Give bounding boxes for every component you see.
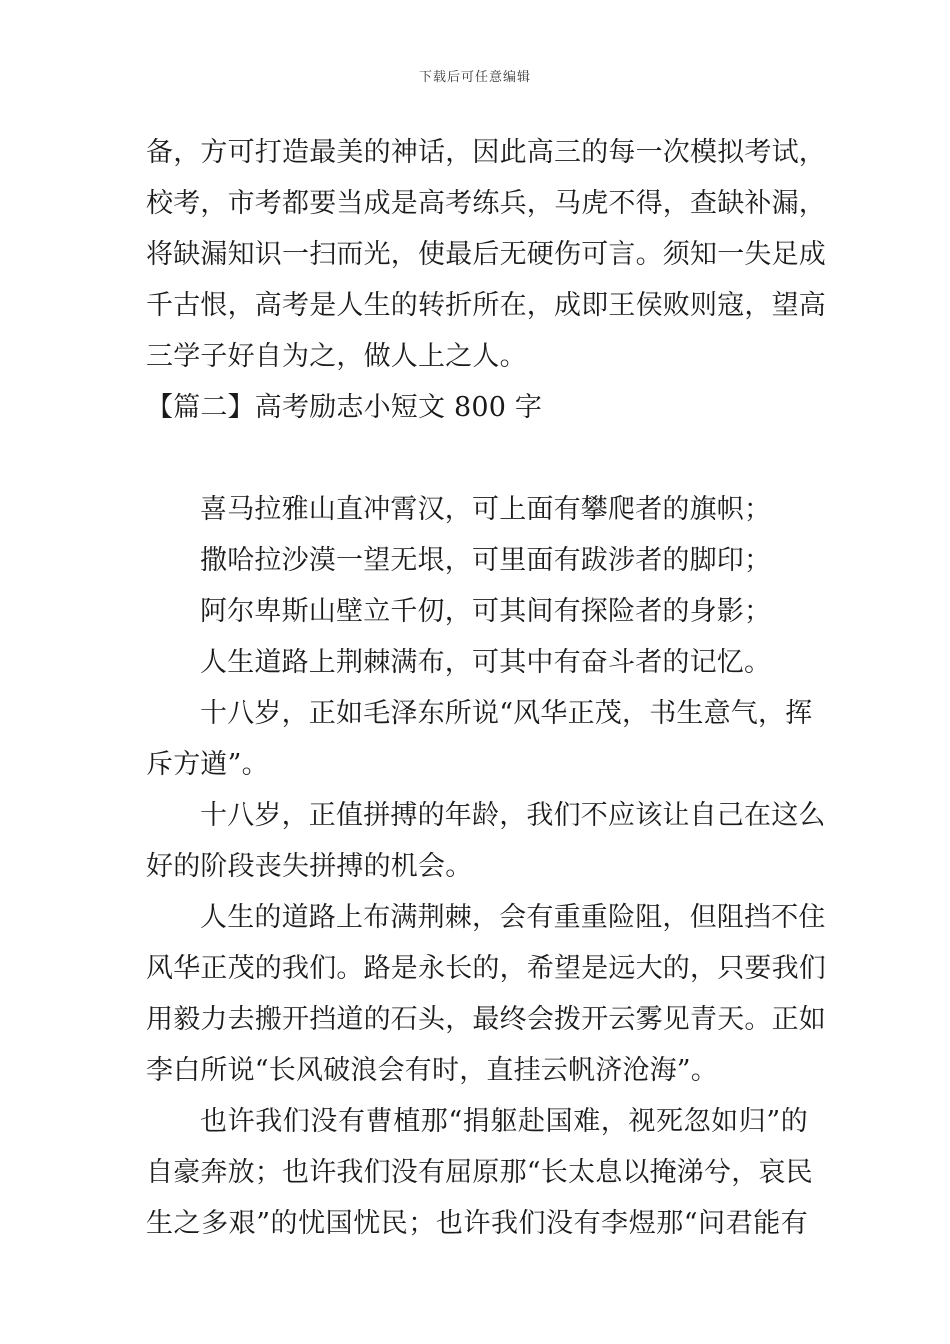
- blank-line: [146, 433, 808, 484]
- poem-line: 喜马拉雅山直冲霄汉，可上面有攀爬者的旗帜；: [200, 494, 772, 525]
- paragraph-first-line: 十八岁，正如毛泽东所说“风华正茂，书生意气，挥: [200, 698, 813, 729]
- page-header: 下载后可任意编辑: [418, 70, 531, 85]
- text-line: 李白所说“长风破浪会有时，直挂云帆济沧海”。: [146, 1055, 719, 1086]
- text-line: 斥方遒”。: [146, 749, 269, 780]
- text-line: 风华正茂的我们。路是永长的，希望是远大的，只要我们: [146, 953, 826, 984]
- poem-line: 阿尔卑斯山壁立千仞，可其间有探险者的身影；: [200, 596, 772, 627]
- paragraph-first-line: 也许我们没有曹植那“捐躯赴国难，视死忽如归”的: [200, 1106, 808, 1137]
- paragraph-first-line: 十八岁，正值拼搏的年龄，我们不应该让自己在这么: [200, 800, 826, 831]
- document-body: [146, 127, 826, 1249]
- text-line: 备，方可打造最美的神话，因此高三的每一次模拟考试，: [146, 137, 826, 168]
- poem-line: 人生道路上荆棘满布，可其中有奋斗者的记忆。: [200, 647, 772, 678]
- text-line: 校考，市考都要当成是高考练兵，马虎不得，查缺补漏，: [146, 188, 826, 219]
- text-line: 三学子好自为之，做人上之人。: [146, 341, 527, 372]
- paragraph-first-line: 人生的道路上布满荆棘，会有重重险阻，但阻挡不住: [200, 902, 826, 933]
- section-heading: 【篇二】高考励志小短文 800 字: [146, 392, 543, 423]
- text-line: 自豪奔放；也许我们没有屈原那“长太息以掩涕兮，哀民: [146, 1157, 813, 1188]
- text-line: 好的阶段丧失拼搏的机会。: [146, 851, 473, 882]
- poem-line: 撒哈拉沙漠一望无垠，可里面有跋涉者的脚印；: [200, 545, 772, 576]
- text-line: 千古恨，高考是人生的转折所在，成即王侯败则寇，望高: [146, 290, 826, 321]
- text-line: 用毅力去搬开挡道的石头，最终会拨开云雾见青天。正如: [146, 1004, 826, 1035]
- text-line: 生之多艰”的忧国忧民；也许我们没有李煜那“问君能有: [146, 1208, 808, 1239]
- text-line: 将缺漏知识一扫而光，使最后无硬伤可言。须知一失足成: [146, 239, 826, 270]
